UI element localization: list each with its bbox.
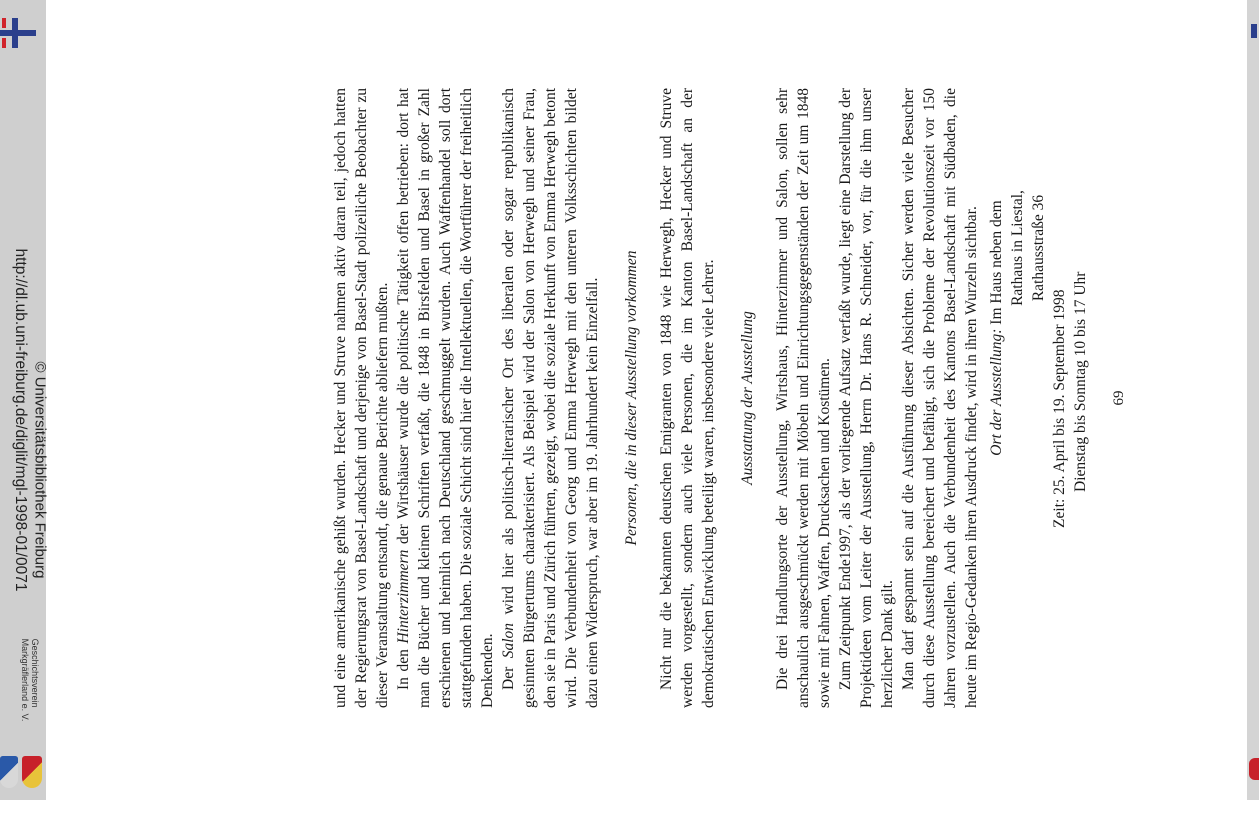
article-text	[330, 88, 1130, 708]
paragraph: Der Salon wird hier als politisch-literarischer Ort des liberalen oder sogar republikanisch gesinnten Bürgertums charakterisiert. Als Beispiel wird der Salon von Herwegh und seiner Frau, den sie in Paris und Zürich führten, gezeigt, wobei die soziale Herkunft von Emma Herwegh betont wird. Die Verbundenheit von Georg und Emma Herwegh mit den unteren Volksschichten bildet dazu einen Widerspruch, war aber im 19. Jahrhundert kein Einzelfall.	[500, 88, 601, 708]
paragraph: Man darf gespannt sein auf die Ausführung dieser Absichten. Sicher werden viele Besucher durch diese Ausstellung bereichert und befähigt, sich die Probleme der Revolutionszeit vor 150 Jahren vorzustellen. Auch die Verbundenheit des Kantons Basel-Landschaft mit Südbaden, die heute im Regio-Gedanken ihren Ausdruck findet, wird in ihren Wurzeln sichtbar.	[900, 88, 980, 708]
paragraph: Die drei Handlungsorte der Ausstellung, Wirtshaus, Hinterzimmer und Salon, sollen sehr anschaulich ausgeschmückt werden mit Möbeln und Einrichtungsgegenständen der Zeit um 1848 sowie mit Fahnen, Waffen, Drucksachen und Kostümen.	[774, 88, 833, 708]
library-mark-icon	[1251, 24, 1257, 38]
footer-library: © Universitätsbibliothek Freiburg	[31, 361, 49, 579]
exhibition-dates: Zeit: 25. April bis 19. September 1998 Dienstag bis Sonntag 10 bis 17 Uhr	[1051, 271, 1089, 528]
library-logo-icon	[0, 18, 36, 48]
page-content	[330, 88, 1160, 708]
paragraph: Nicht nur die bekannten deutschen Emigranten von 1848 wie Herwegh, Hecker und Struve werden vorgestellt, sondern auch viele Personen, die im Kanton Basel-Landschaft an der demokratischen Entwicklung beteiligt waren, insbesondere viele Lehrer.	[658, 88, 717, 708]
paragraph: und eine amerikanische gehißt wurden. Hecker und Struve nahmen aktiv daran teil, jedoch hatten der Regierungsrat von Basel-Landschaft und derjenige von Basel-Stadt polizeiliche Beobachter zu dieser Veranstaltung entsandt, die genaue Berichte abliefern mußten.	[332, 88, 391, 708]
coat-of-arms-icon	[22, 756, 42, 788]
paragraph: In den Hinterzimmern der Wirtshäuser wurde die politische Tätigkeit offen betrieben: dort hat man die Bücher und kleinen Schriften verfaßt, die 1848 in Birsfelden und Basel in großer Zahl erschienen und heimlich nach Deutschland geschmuggelt wurden. Auch Waffenhandel soll dort stattgefunden haben. Die soziale Schicht sind hier die Intellektuellen, die Wortführer der freiheitlich Denkenden.	[395, 88, 496, 708]
right-margin-strip	[1247, 0, 1259, 800]
footer-url[interactable]: http://dl.ub.uni-freiburg.de/diglit/mgl-1998-01/0071	[12, 248, 29, 592]
section-heading: Ausstattung der Ausstellung	[739, 311, 756, 485]
exhibition-address: Rathaus in Liestal, Rathausstraße 36	[1009, 190, 1047, 306]
page-number: 69	[1111, 390, 1127, 406]
crest-edge-icon	[1249, 758, 1259, 780]
coat-of-arms-icon	[0, 756, 18, 788]
verein-label: Geschichtsverein Markgräflerland e. V.	[20, 638, 40, 722]
paragraph: Zum Zeitpunkt Ende1997, als der vorliegende Aufsatz verfaßt wurde, liegt eine Darstellung der Projektideen vom Leiter der Ausstellung, Herrn Dr. Hans R. Schneider, vor, für die ihm unser herzlicher Dank gilt.	[837, 88, 896, 708]
left-margin-strip	[0, 0, 49, 800]
scanned-page	[332, 0, 1127, 813]
exhibition-location: Ort der Ausstellung: Im Haus neben dem	[988, 200, 1005, 456]
section-heading: Personen, die in dieser Ausstellung vorkommen	[623, 250, 640, 546]
